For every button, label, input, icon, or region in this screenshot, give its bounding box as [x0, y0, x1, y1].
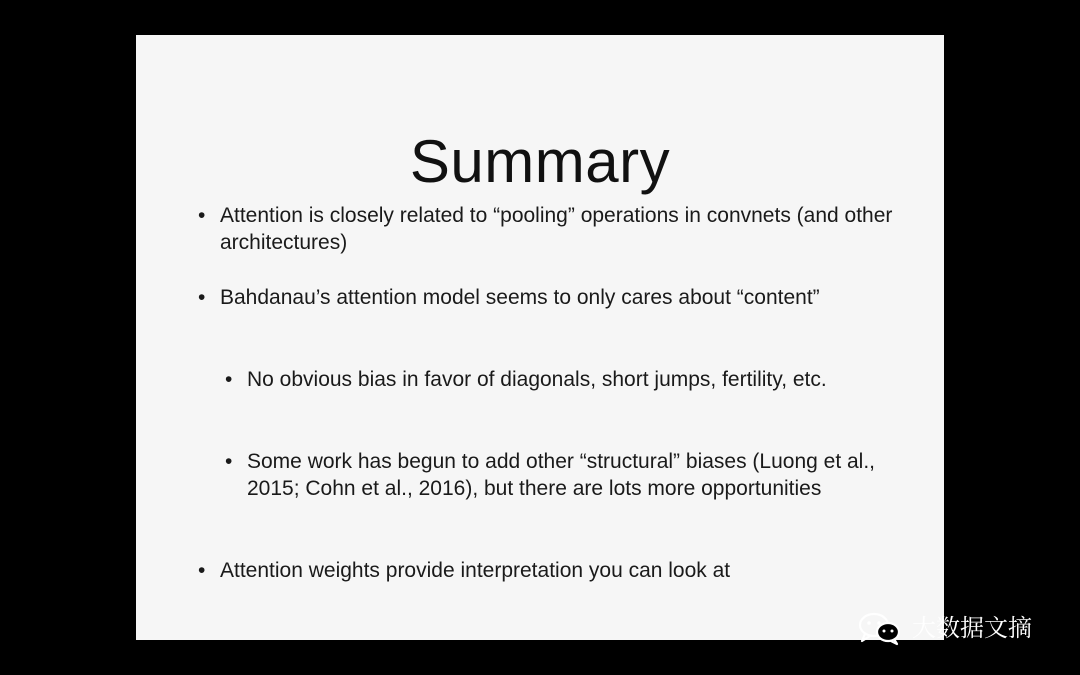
bullet-item	[198, 202, 910, 256]
watermark-text: 大数据文摘	[912, 614, 1032, 642]
bullet-item	[198, 557, 910, 584]
bullet-item	[198, 284, 910, 311]
bullet-text: Attention is closely related to “pooling” operations in convnets (and other architectures)	[220, 204, 893, 254]
sub-bullet-item	[225, 366, 887, 393]
watermark	[856, 608, 1032, 648]
wechat-icon	[856, 610, 904, 646]
slide-title: Summary	[409, 128, 671, 195]
bullet-dot: •	[198, 559, 206, 582]
sub-bullet-item	[225, 448, 927, 502]
bullet-dot: •	[225, 368, 233, 391]
bullet-text: Attention weights provide interpretation you can look at	[220, 559, 731, 582]
bullet-dot: •	[198, 204, 206, 227]
bullet-dot: •	[198, 286, 206, 309]
bullet-text: No obvious bias in favor of diagonals, short jumps, fertility, etc.	[247, 368, 827, 391]
bullet-text: Bahdanau’s attention model seems to only cares about “content”	[220, 286, 820, 309]
bullet-text: Some work has begun to add other “structural” biases (Luong et al., 2015; Cohn et al., 2016), but there are lots more opportunities	[247, 450, 876, 500]
slide	[136, 35, 944, 640]
bullet-dot: •	[225, 450, 233, 473]
